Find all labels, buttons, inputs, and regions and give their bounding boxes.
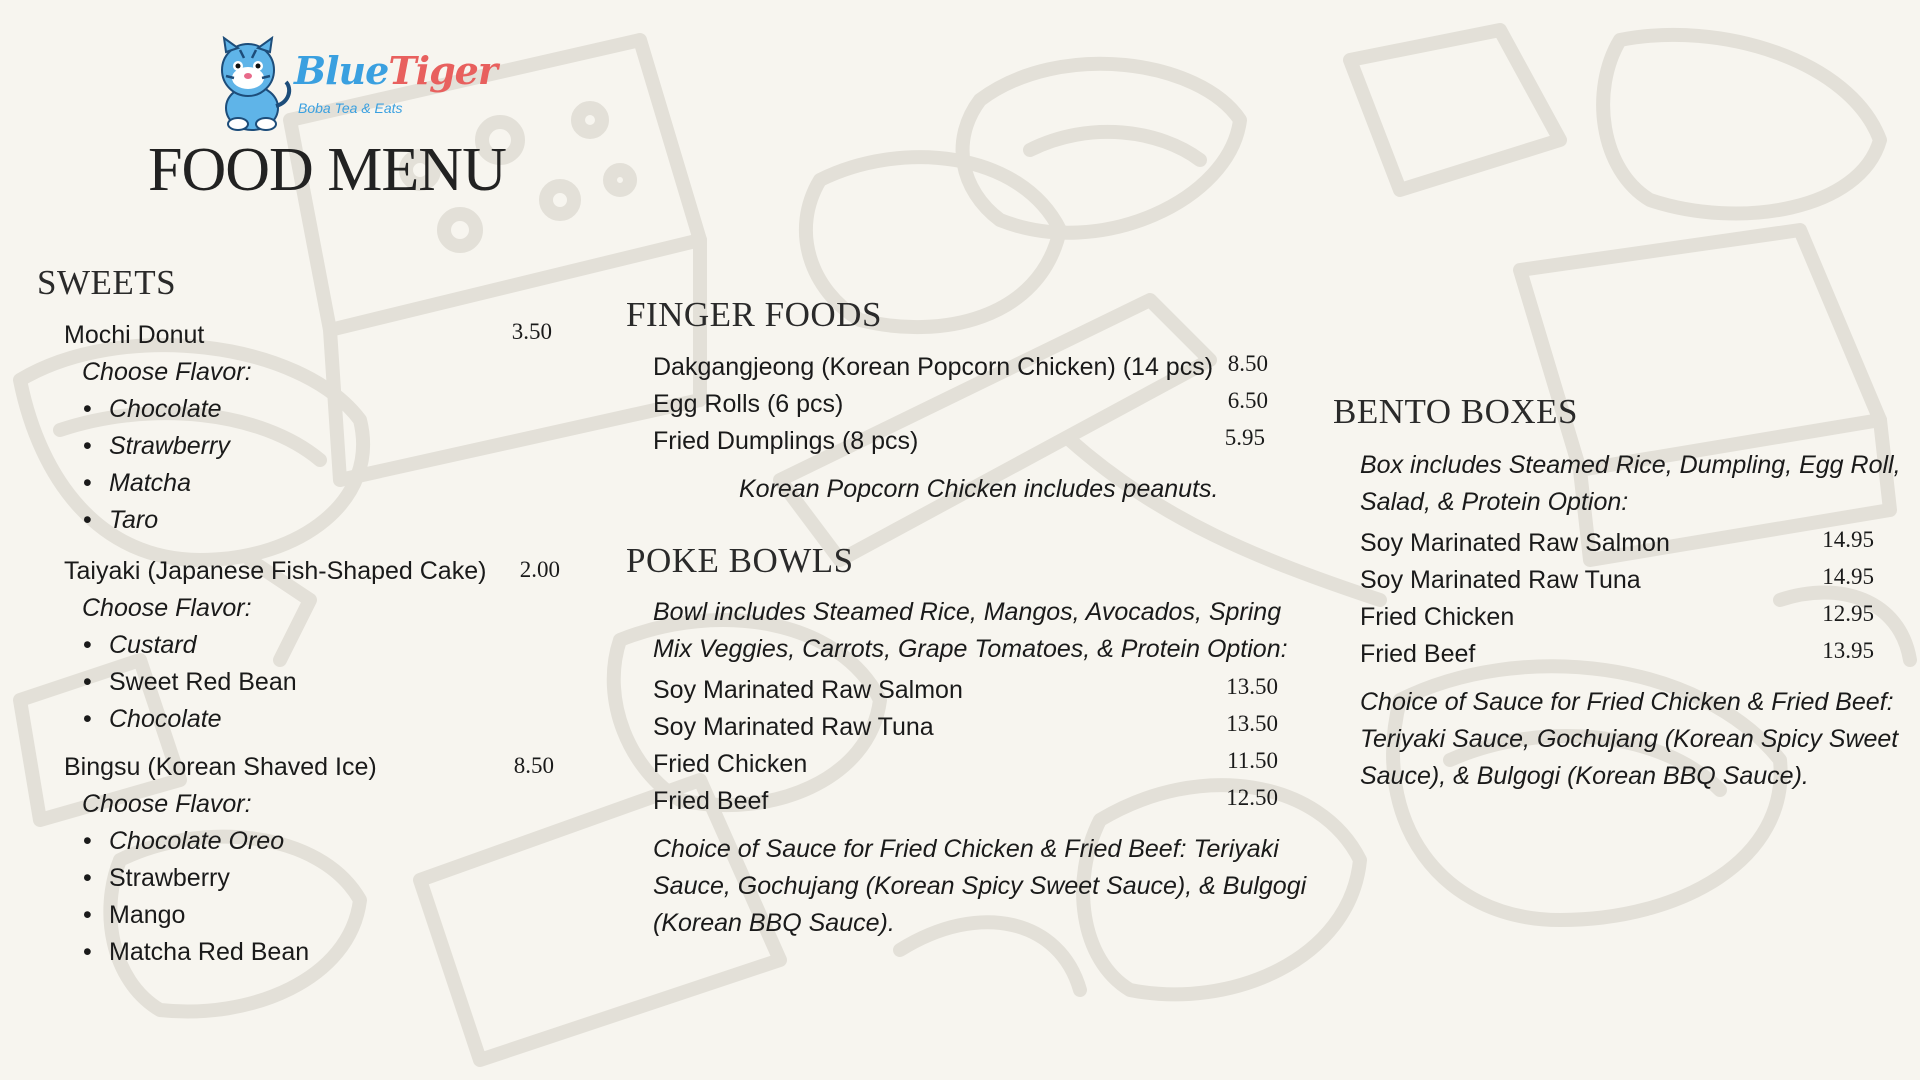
menu-item-price: 8.50 xyxy=(1227,351,1268,376)
peanut-note: Korean Popcorn Chicken includes peanuts. xyxy=(739,475,1219,503)
menu-item-price: 12.50 xyxy=(1226,785,1278,810)
menu-item-name: Mochi Donut xyxy=(64,321,205,349)
choose-flavor-label: Choose Flavor: xyxy=(82,790,252,818)
page-title: FOOD MENU xyxy=(148,136,506,204)
menu-item-price: 2.00 xyxy=(519,557,560,582)
bento-sauce-note: Choice of Sauce for Fried Chicken & Fried Beef: Teriyaki Sauce, Gochujang (Korean Spicy Sweet Sauce), & Bulgogi (Korean BBQ Sauce). xyxy=(1360,688,1899,790)
menu-item-name: Soy Marinated Raw Salmon xyxy=(653,676,963,704)
brand-name: BlueTiger xyxy=(294,48,497,93)
flavor-option: • Custard xyxy=(109,631,197,660)
menu-item-price: 13.95 xyxy=(1822,638,1874,663)
menu-item-price: 12.95 xyxy=(1822,601,1874,626)
finger-foods-title: FINGER FOODS xyxy=(626,295,882,334)
menu-item-name: Taiyaki (Japanese Fish-Shaped Cake) xyxy=(64,557,487,585)
brand-logo xyxy=(210,36,497,132)
flavor-option: • Mango xyxy=(109,901,185,930)
menu-item-name: Fried Dumplings (8 pcs) xyxy=(653,427,919,455)
menu-item-name: Fried Chicken xyxy=(1360,603,1515,631)
flavor-option: • Strawberry xyxy=(109,432,230,461)
menu-item-name: Dakgangjeong (Korean Popcorn Chicken) (14 pcs) xyxy=(653,353,1214,381)
flavor-option: • Matcha xyxy=(109,469,191,498)
poke-bowls-title: POKE BOWLS xyxy=(626,541,854,580)
menu-item-price: 3.50 xyxy=(511,319,552,344)
menu-item-price: 13.50 xyxy=(1226,674,1278,699)
flavor-option: • Chocolate xyxy=(109,705,222,734)
flavor-option: • Chocolate Oreo xyxy=(109,827,284,856)
menu-item-price: 8.50 xyxy=(513,753,554,778)
choose-flavor-label: Choose Flavor: xyxy=(82,594,252,622)
menu-item-name: Soy Marinated Raw Salmon xyxy=(1360,529,1670,557)
flavor-option: • Matcha Red Bean xyxy=(109,938,309,967)
menu-item-price: 11.50 xyxy=(1227,748,1278,773)
menu-item-price: 6.50 xyxy=(1227,388,1268,413)
brand-tagline: Boba Tea & Eats xyxy=(298,100,403,116)
menu-item-price: 13.50 xyxy=(1226,711,1278,736)
menu-item-price: 14.95 xyxy=(1822,564,1874,589)
flavor-option: • Sweet Red Bean xyxy=(109,668,297,697)
flavor-option: • Taro xyxy=(109,506,158,535)
menu-item-price: 14.95 xyxy=(1822,527,1874,552)
menu-item-name: Fried Chicken xyxy=(653,750,808,778)
sweets-title: SWEETS xyxy=(37,263,177,302)
tiger-mascot-icon xyxy=(210,36,294,132)
menu-item-price: 5.95 xyxy=(1224,425,1265,450)
poke-intro: Bowl includes Steamed Rice, Mangos, Avocados, Spring Mix Veggies, Carrots, Grape Tomatoes, & Protein Option: xyxy=(653,598,1288,663)
menu-item-name: Bingsu (Korean Shaved Ice) xyxy=(64,753,377,781)
menu-item-name: Soy Marinated Raw Tuna xyxy=(653,713,934,741)
bento-intro: Box includes Steamed Rice, Dumpling, Egg Roll, Salad, & Protein Option: xyxy=(1360,451,1901,516)
bento-boxes-title: BENTO BOXES xyxy=(1333,392,1579,431)
menu-item-name: Fried Beef xyxy=(1360,640,1476,668)
flavor-option: • Strawberry xyxy=(109,864,230,893)
flavor-option: • Chocolate xyxy=(109,395,222,424)
menu-item-name: Soy Marinated Raw Tuna xyxy=(1360,566,1641,594)
menu-item-name: Fried Beef xyxy=(653,787,769,815)
poke-sauce-note: Choice of Sauce for Fried Chicken & Fried Beef: Teriyaki Sauce, Gochujang (Korean Spicy Sweet Sauce), & Bulgogi (Korean BBQ Sauce). xyxy=(653,835,1307,937)
menu-item-name: Egg Rolls (6 pcs) xyxy=(653,390,844,418)
choose-flavor-label: Choose Flavor: xyxy=(82,358,252,386)
